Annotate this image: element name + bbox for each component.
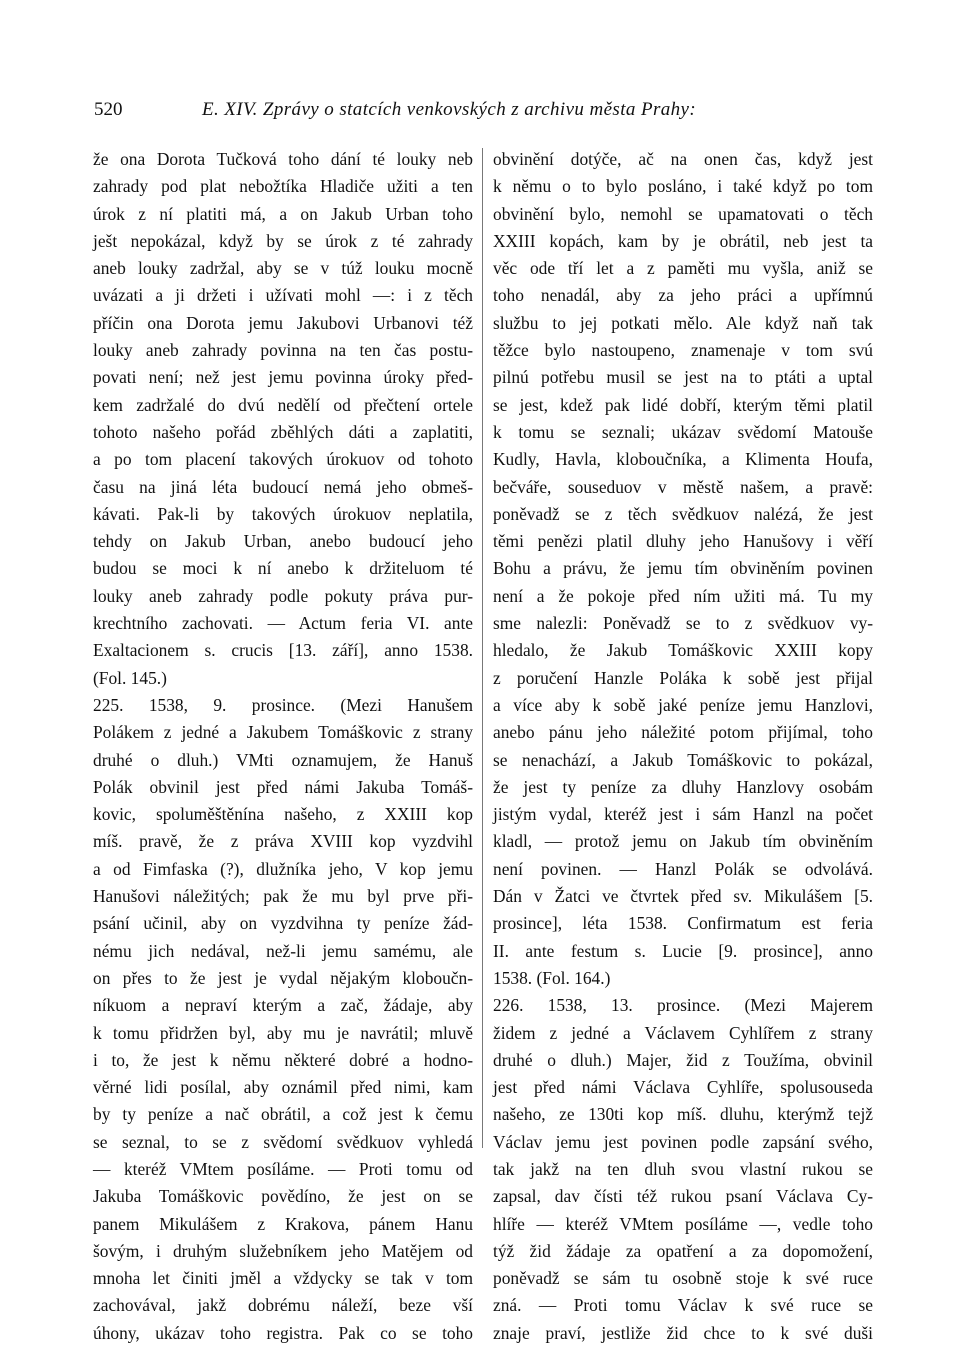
running-title: E. XIV. Zprávy o statcích venkovských z archivu města Prahy: xyxy=(202,99,697,120)
text-line: úrok z ní platiti má, a on Jakub Urban toho xyxy=(93,203,473,224)
text-line: Václav jemu jest povinen podle zapsání svého, xyxy=(493,1131,873,1152)
text-line: — kteréž VMtem posíláme. — Proti tomu od xyxy=(93,1158,473,1179)
text-line: druhé o dluh.) Majer, žid z Toužíma, obvinil xyxy=(493,1049,873,1070)
text-line: sme nalezli: Poněvadž se to z svědkuov vy- xyxy=(493,613,873,634)
text-line: Jakuba Tomáškovic povědíno, že jest on se xyxy=(93,1186,473,1207)
column-divider xyxy=(482,148,483,1148)
text-line: tehdy on Jakub Urban, anebo budoucí jeho xyxy=(93,531,473,552)
text-line: se nenachází, a Jakub Tomáškovic to pokázal, xyxy=(493,749,873,770)
text-line: obvinění dotýče, ač na onen čas, když jest xyxy=(493,149,873,169)
text-line: věrné lidi posílal, aby oznámil před nimi, kam xyxy=(93,1077,473,1098)
text-line: není a že pokoje před ním užiti má. Tu my xyxy=(493,585,873,606)
text-line: toho nenadál, aby za jeho práci a upřímnú xyxy=(493,285,873,306)
text-line: službu to jej potkati mělo. Ale když naň tak xyxy=(493,312,873,333)
text-line: XXIII kopách, kam by je obrátil, neb jest ta xyxy=(493,230,873,251)
text-line: kovic, spoluměštěnína našeho, z XXIII kop xyxy=(93,804,473,825)
text-line: Dán v Žatci ve čtvrtek před sv. Mikulášem [5. xyxy=(493,886,873,907)
text-line: k němu o to bylo posláno, i také když po tom xyxy=(493,176,873,197)
text-line: on přes to že jest je vydal nějakým kloboučn- xyxy=(93,967,473,988)
text-line: příčin ona Dorota jemu Jakubovi Urbanovi též xyxy=(93,312,473,333)
text-line: k tomu přidržen byl, aby mu je navrátil; mluvě xyxy=(93,1022,473,1043)
text-line: úhony, ukázav toho registra. Pak co se toho xyxy=(93,1322,473,1343)
text-line: pilnú potřebu musil se jest na to ptáti a uptal xyxy=(493,367,873,388)
text-line: kem zadržalé do dvú nedělí od přečtení ortele xyxy=(93,394,473,415)
text-line: věc ode tří let a z paměti mu vyšla, aniž se xyxy=(493,258,873,279)
text-line: 226. 1538, 13. prosince. (Mezi Majerem xyxy=(493,995,873,1016)
text-line: a více aby k sobě jaké peníze jemu Hanzlovi, xyxy=(493,694,873,715)
text-line: anebo pánu jeho náležité potom přijímal, toho xyxy=(493,722,873,743)
text-line: krechtního zachovati. — Actum feria VI. ante xyxy=(93,613,473,634)
text-line: není povinen. — Hanzl Polák se odvolává. xyxy=(493,858,873,879)
text-line: tak jakž na ten dluh svou vlastní rukou se xyxy=(493,1158,873,1179)
text-line: týž žid žádaje za opatření a za dopomožení, xyxy=(493,1240,873,1261)
text-line: bečváře, souseduov v městě našem, a pravě: xyxy=(493,476,873,497)
text-line: II. ante festum s. Lucie [9. prosince], anno xyxy=(493,940,873,961)
text-line: poněvadž se sám tu osobně stoje k své ruce xyxy=(493,1268,873,1289)
text-line: zapsal, dav čísti též rukou psaní Václava Cy- xyxy=(493,1186,873,1207)
text-line: Exaltacionem s. crucis [13. září], anno 1538. xyxy=(93,640,473,661)
text-line: tohoto našeho pořád zběhlých dáti a zaplatiti, xyxy=(93,421,473,442)
text-line: (Fol. 145.) xyxy=(93,667,167,688)
text-line: že ona Dorota Tučková toho dání té louky neb xyxy=(93,149,473,169)
text-line: znaje praví, jestliže žid chce to k své duši xyxy=(493,1322,873,1343)
text-line: zahrady pod plat nebožtíka Hladiče užiti a ten xyxy=(93,176,473,197)
text-line: panem Mikulášem z Krakova, pánem Hanu xyxy=(93,1213,473,1234)
text-line: povati není; než jest jemu povinna úroky před- xyxy=(93,367,473,388)
text-line: těmi penězi platil dluhy jeho Hanušovy i věří xyxy=(493,531,873,552)
text-line: Bohu a právu, že jemu tím obviněním povinen xyxy=(493,558,873,579)
text-line: aneb louky zadržal, aby se v túž louku mocně xyxy=(93,258,473,279)
text-line: jest před námi Václava Cyhlíře, spolusouseda xyxy=(493,1077,873,1098)
text-line: se seznal, to se z svědomí svědkuov vyhledá xyxy=(93,1131,473,1152)
text-line: hlíře — kteréž VMtem posíláme —, vedle toho xyxy=(493,1213,873,1234)
text-line: obvinění bylo, nemohl se upamatovati o těch xyxy=(493,203,873,224)
right-column xyxy=(493,146,873,1347)
text-line: času na jiná léta budoucí nemá jeho obmeš- xyxy=(93,476,473,497)
text-line: k tomu se seznali; ukázav svědomí Matouše xyxy=(493,421,873,442)
text-line: nému jich nedával, než-li jemu samému, ale xyxy=(93,940,473,961)
text-line: Polákem z jedné a Jakubem Tomáškovic z strany xyxy=(93,722,473,743)
text-line: mnoha let činiti jměl a vždycky se tak v tom xyxy=(93,1268,473,1289)
text-line: a od Fimfaska (?), dlužníka jeho, V kop jemu xyxy=(93,858,473,879)
text-line: psání učinil, aby on vyzdvihna ty peníze žád- xyxy=(93,913,473,934)
text-line: poněvadž se z těch svědkuov nalézá, že jest xyxy=(493,503,873,524)
text-line: a po tom placení takových úrokuov od tohoto xyxy=(93,449,473,470)
text-line: těžce bylo nastoupeno, znamenaje v tom svú xyxy=(493,340,873,361)
text-line: 1538. (Fol. 164.) xyxy=(493,967,611,988)
page-header xyxy=(94,99,874,123)
text-line: že jest ty peníze za dluhy Hanzlovy osobám xyxy=(493,776,873,797)
text-line: našeho, ze 130ti kop míš. dluhu, kterýmž tejž xyxy=(493,1104,873,1125)
text-line: z poručení Hanzle Poláka k sobě jest přijal xyxy=(493,667,873,688)
text-line: prosince], léta 1538. Confirmatum est feria xyxy=(493,913,873,934)
text-line: i to, že jest k němu některé dobré a hodno- xyxy=(93,1049,473,1070)
text-line: louky aneb zahrady povinna na ten čas postu- xyxy=(93,340,473,361)
text-line: Polák obvinil jest před námi Jakuba Tomáš- xyxy=(93,776,473,797)
text-line: hledalo, že Jakub Tomáškovic XXIII kopy xyxy=(493,640,873,661)
text-line: kladl, — protož jemu on Jakub tím obviněním xyxy=(493,831,873,852)
text-line: níkuom a nepraví kterým a zač, žádaje, aby xyxy=(93,995,473,1016)
text-line: budou se moci k ní anebo k držiteluom té xyxy=(93,558,473,579)
text-line: židem z jedné a Václavem Cyhlířem z strany xyxy=(493,1022,873,1043)
text-line: jistým vydal, kteréž jest i sám Hanzl na počet xyxy=(493,804,873,825)
text-line: Kudly, Havla, kloboučníka, a Klimenta Houfa, xyxy=(493,449,873,470)
text-line: kávati. Pak-li by takových úrokuov neplatila, xyxy=(93,503,473,524)
text-line: šovým, i druhým služebníkem jeho Matějem od xyxy=(93,1240,473,1261)
text-line: louky aneb zahrady podle pokuty práva pur- xyxy=(93,585,473,606)
text-line: uvázati a ji držeti i užívati mohl —: i z těch xyxy=(93,285,473,306)
left-column xyxy=(93,146,473,1347)
text-line: míš. pravě, že z práva XVIII kop vyzdvihl xyxy=(93,831,473,852)
text-line: by ty peníze a nač obrátil, a což jest k čemu xyxy=(93,1104,473,1125)
text-line: ješt nepokázal, když by se úrok z té zahrady xyxy=(93,230,473,251)
page-number: 520 xyxy=(94,99,123,120)
text-line: se jest, kdež pak lidé dobří, kterým těmi platil xyxy=(493,394,873,415)
text-line: 225. 1538, 9. prosince. (Mezi Hanušem xyxy=(93,694,473,715)
text-line: Hanušovi náležitých; pak že mu byl prve při- xyxy=(93,886,473,907)
text-line: zachovával, jakž dobrému náleží, beze vší xyxy=(93,1295,473,1316)
text-line: druhé o dluh.) VMti oznamujem, že Hanuš xyxy=(93,749,473,770)
text-line: zná. — Proti tomu Václav k své ruce se xyxy=(493,1295,873,1316)
